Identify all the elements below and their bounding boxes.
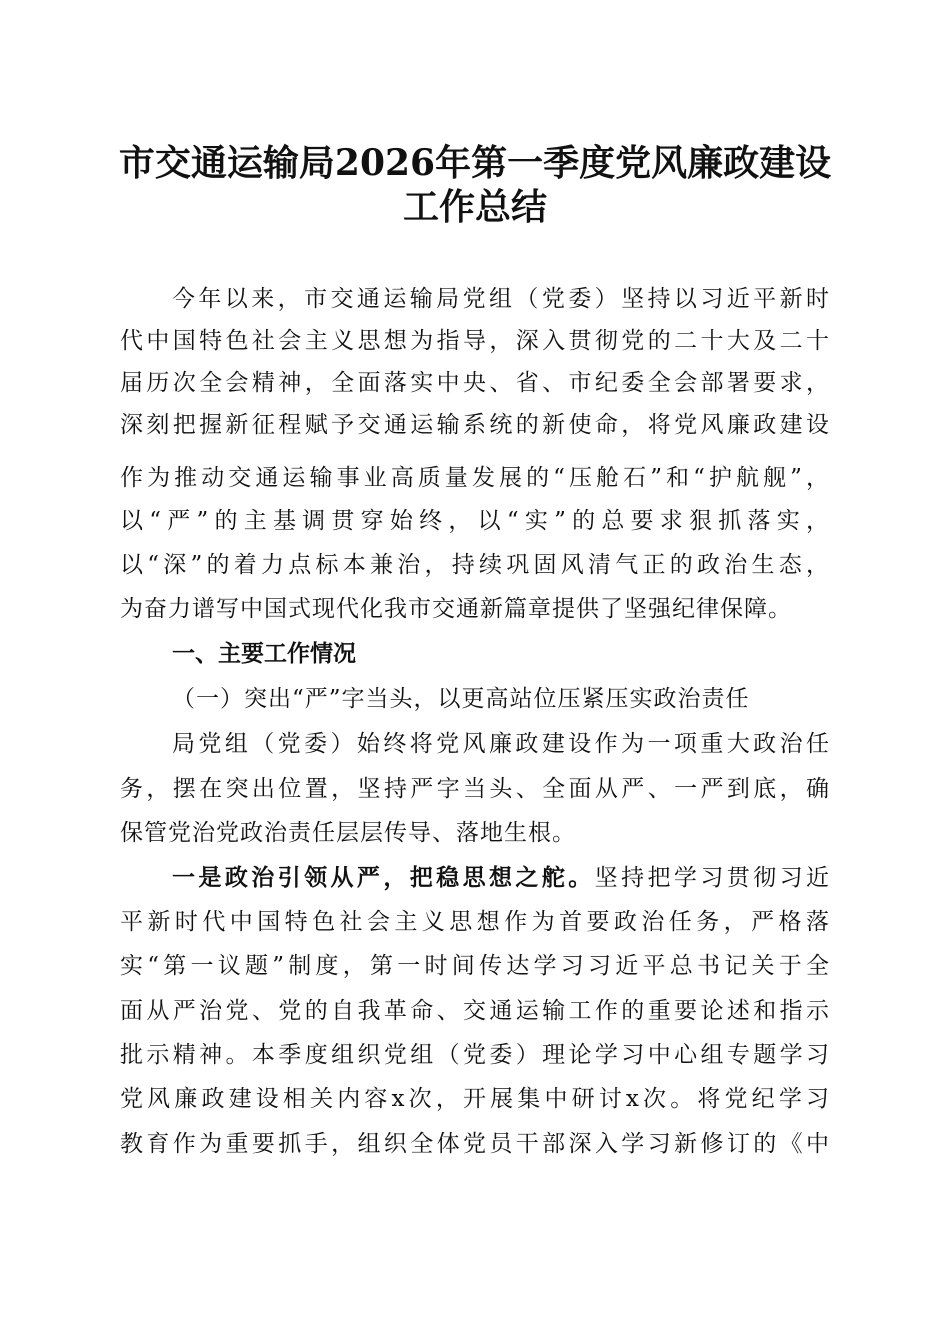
point-1-line-7: 教育作为重要抓手，组织全体党员干部深入学习新修订的《中 (120, 1131, 830, 1157)
intro-line-6: 以“严”的主基调贯穿始终，以“实”的总要求狠抓落实， (120, 508, 830, 534)
subsection-1-line-1: 局党组（党委）始终将党风廉政建设作为一项重大政治任 (172, 731, 830, 757)
point-1-line-4: 面从严治党、党的自我革命、交通运输工作的重要论述和指示 (120, 998, 830, 1024)
point-1-first-rest: 坚持把学习贯彻习近 (594, 865, 831, 891)
point-1-lead: 一是政治引领从严，把稳思想之舵。 (172, 864, 595, 891)
point-1-line-2: 平新时代中国特色社会主义思想作为首要政治任务，严格落 (120, 909, 830, 935)
point-1-line-6: 党风廉政建设相关内容x次，开展集中研讨x次。将党纪学习 (120, 1086, 830, 1112)
document-title-line-2: 工作总结 (402, 186, 547, 228)
section-heading-main-work: 一、主要工作情况 (172, 641, 356, 667)
point-1-line-3: 实“第一议题”制度，第一时间传达学习习近平总书记关于全 (120, 953, 830, 979)
document-title-line-1: 市交通运输局2026年第一季度党风廉政建设 (118, 142, 832, 184)
intro-line-5: 作为推动交通运输事业高质量发展的“压舱石”和“护航舰”， (120, 465, 830, 491)
intro-line-4: 深刻把握新征程赋予交通运输系统的新使命，将党风廉政建设 (120, 412, 830, 438)
point-1-line-5: 批示精神。本季度组织党组（党委）理论学习中心组专题学习 (120, 1042, 830, 1068)
point-1-line-1 (120, 858, 830, 898)
intro-line-7: 以“深”的着力点标本兼治，持续巩固风清气正的政治生态， (120, 552, 830, 578)
intro-line-8: 为奋力谱写中国式现代化我市交通新篇章提供了坚强纪律保障。 (120, 596, 792, 622)
subsection-1-line-2: 务，摆在突出位置，坚持严字当头、全面从严、一严到底，确 (120, 776, 830, 802)
intro-line-2: 代中国特色社会主义思想为指导，深入贯彻党的二十大及二十 (120, 328, 830, 354)
subsection-1-line-3: 保管党治党政治责任层层传导、落地生根。 (120, 820, 576, 846)
subsection-heading-1: （一）突出“严”字当头，以更高站位压紧压实政治责任 (172, 686, 750, 712)
intro-line-3: 届历次全会精神，全面落实中央、省、市纪委全会部署要求， (120, 370, 830, 396)
intro-line-1: 今年以来，市交通运输局党组（党委）坚持以习近平新时 (172, 286, 830, 312)
